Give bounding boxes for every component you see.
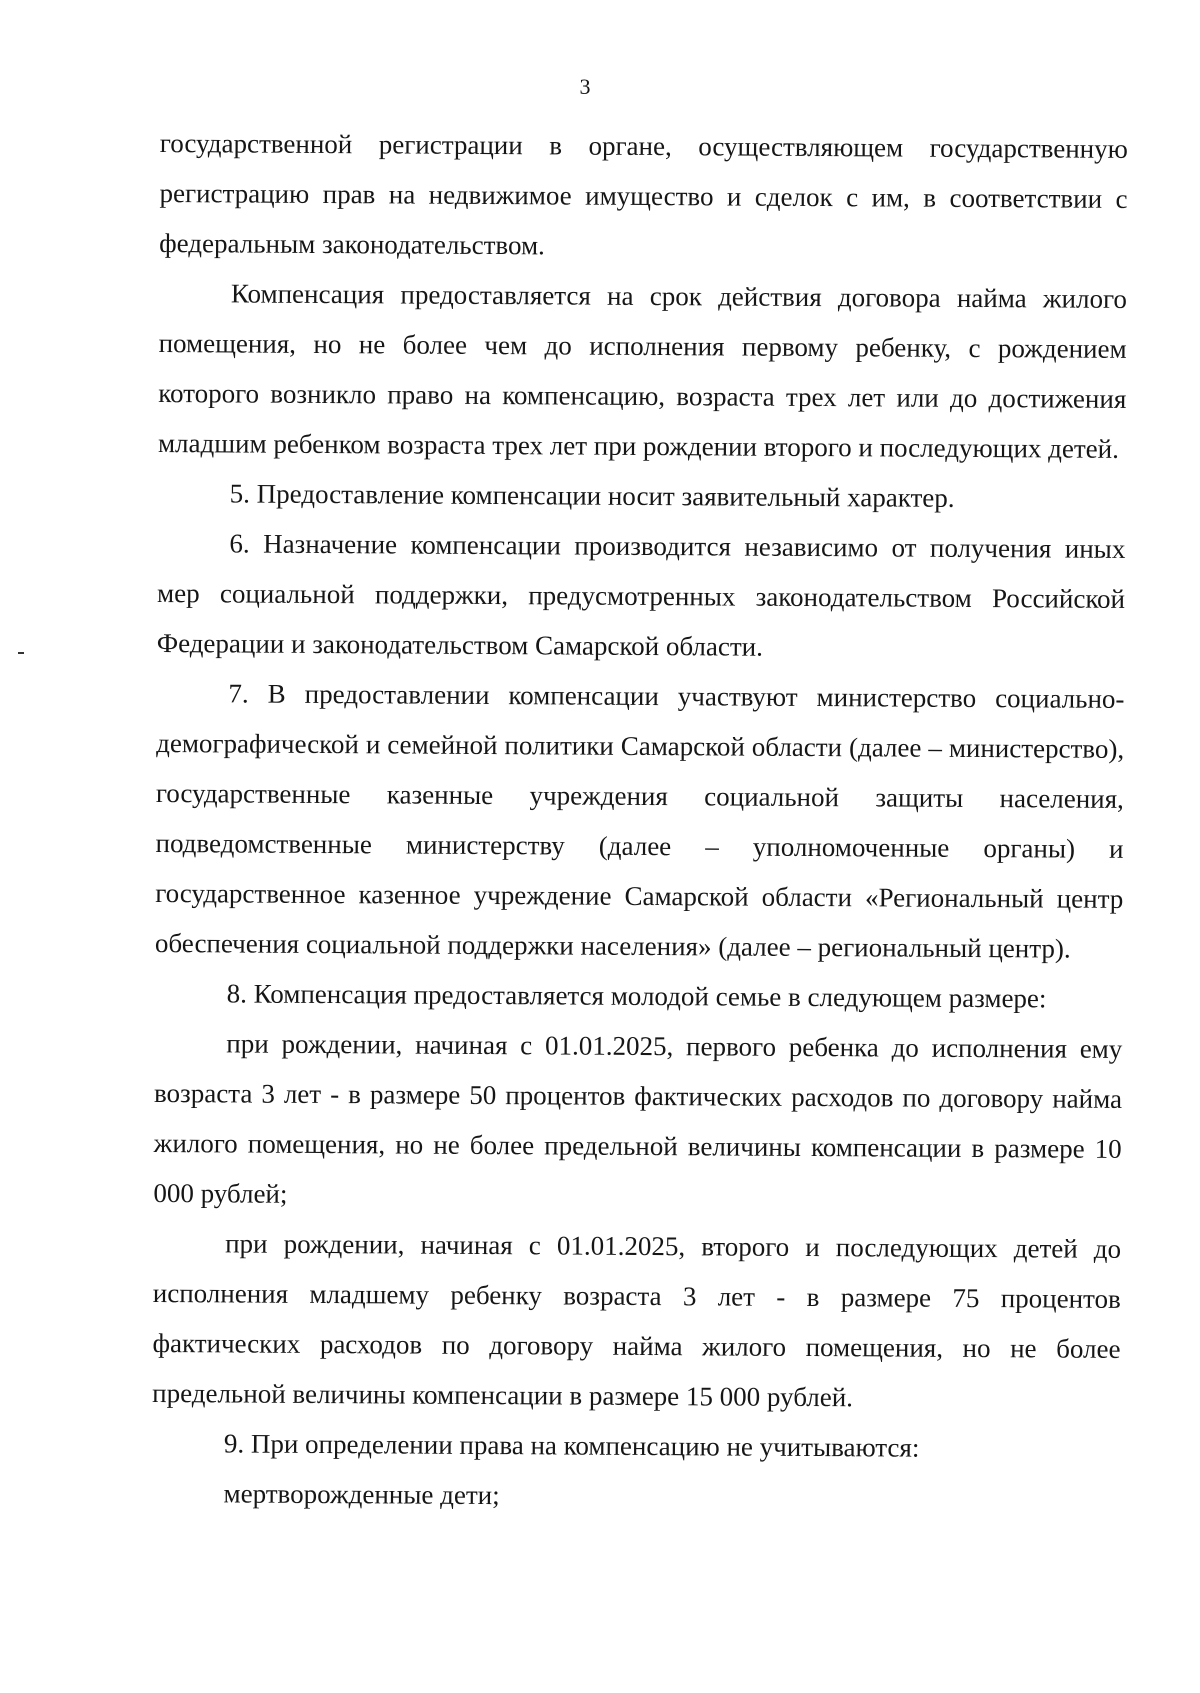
paragraph-item-5: 5. Предоставление компенсации носит заявительный характер. [229, 478, 955, 513]
paragraph-first-child-rate: при рождении, начиная с 01.01.2025, первого ребенка до исполнения ему возраста 3 лет - в размере 50 процентов фактических расходов по договору найма жилого помещения, но не более предельной величины компенсации в размере 10 000 рублей; [153, 1028, 1123, 1209]
paragraph-compensation-term: Компенсация предоставляется на срок действия договора найма жилого помещения, но не более чем до исполнения первому ребенку, с рождением которого возникло право на компенсацию, возраста трех лет или до достижения младшим ребенком возраста трех лет при рождении второго и последующих детей. [157, 278, 1128, 464]
paragraph-item-8: 8. Компенсация предоставляется молодой семье в следующем размере: [226, 978, 1047, 1014]
paragraph-item-6: 6. Назначение компенсации производится независимо от получения иных мер социальной поддержки, предусмотренных законодательством Российской Федерации и законодательством Самарской области. [156, 528, 1126, 662]
paragraph-subsequent-children-rate: при рождении, начиная с 01.01.2025, второго и последующих детей до исполнения младшему ребенку возраста 3 лет - в размере 75 процентов фактических расходов по договору найма жилого помещения, но не более предельной величины компенсации в размере 15 000 рублей. [152, 1228, 1122, 1413]
paragraph-stillborn: мертворожденные дети; [223, 1478, 500, 1511]
paragraph-continuation: государственной регистрации в органе, осуществляющем государственную регистрацию прав на недвижимое имущество и сделок с им, в соответствии с федеральным законодательством. [159, 127, 1128, 261]
margin-mark [18, 652, 24, 654]
paragraph-item-7: 7. В предоставлении компенсации участвуют министерство социально-демографической и семейной политики Самарской области (далее – министерство), государственные казенные учреждения социальной защиты населения, подведомственные министерству (далее – уполномоченные органы) и государственное казенное учреждение Самарской области «Региональный центр обеспечения социальной поддержки населения» (далее – региональный центр). [154, 678, 1125, 964]
document-body [151, 118, 1128, 1524]
page-number: 3 [579, 74, 591, 99]
paragraph-item-9: 9. При определении права на компенсацию не учитываются: [223, 1428, 920, 1463]
